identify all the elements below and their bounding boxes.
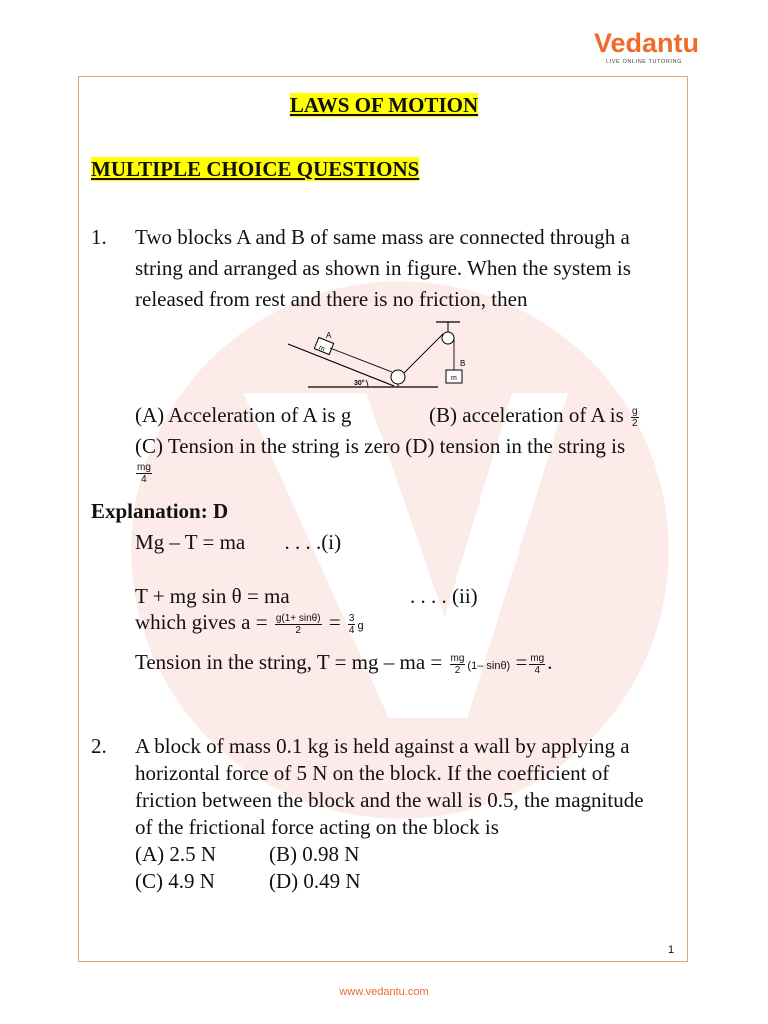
block-b-mass: m bbox=[451, 375, 457, 382]
question-line: released from rest and there is no friction, then bbox=[135, 287, 528, 311]
brand-name: Vedantu bbox=[594, 28, 700, 58]
explanation-heading: Explanation: D bbox=[91, 499, 229, 523]
equation-2: T + mg sin θ = ma bbox=[135, 584, 290, 608]
equation-1-tag: . . . .(i) bbox=[284, 530, 342, 554]
tension-line: Tension in the string, T = mg – ma = $\frac{mg}{2}$ (1– sinθ) = $\frac{mg}{4}$ . bbox=[135, 650, 553, 676]
equation-2-tag: . . . . (ii) bbox=[410, 584, 478, 608]
question-number: 1. bbox=[91, 225, 107, 249]
incline-pulley-figure bbox=[286, 316, 476, 392]
equation-1: Mg – T = ma bbox=[135, 530, 246, 554]
page-title: LAWS OF MOTION bbox=[289, 93, 479, 117]
question-line: friction between the block and the wall is 0.5, the magnitude bbox=[135, 788, 644, 812]
question-1 bbox=[91, 222, 681, 315]
result-line: which gives a = $\frac{g(1+ \sin\theta)}{2}$ = $\frac{3}{4}$ g bbox=[135, 610, 364, 636]
label-b: B bbox=[460, 359, 466, 368]
question-line: horizontal force of 5 N on the block. If the coefficient of bbox=[135, 761, 610, 785]
brand-tagline: LIVE ONLINE TUTORING bbox=[606, 59, 682, 65]
option-d-fraction: $\frac{mg}{4}$ bbox=[137, 462, 151, 485]
option-c: (C) Tension in the string is zero bbox=[135, 434, 401, 458]
question-line: A block of mass 0.1 kg is held against a wall by applying a bbox=[135, 734, 630, 758]
option-a: (A) 2.5 N bbox=[135, 842, 217, 866]
question-line: Two blocks A and B of same mass are connected through a bbox=[135, 225, 630, 249]
option-a: (A) Acceleration of A is g bbox=[135, 403, 352, 427]
vedantu-logo bbox=[594, 28, 700, 65]
page-number: 1 bbox=[668, 944, 675, 956]
block-a-mass: m bbox=[317, 344, 326, 354]
option-d: (D) tension in the string is bbox=[405, 434, 626, 458]
question-2 bbox=[91, 733, 686, 895]
footer-url[interactable]: www.vedantu.com bbox=[339, 986, 429, 998]
section-heading: MULTIPLE CHOICE QUESTIONS bbox=[91, 157, 420, 181]
option-d: (D) 0.49 N bbox=[269, 869, 361, 893]
label-a: A bbox=[326, 331, 332, 340]
question-line: string and arranged as shown in figure. When the system is bbox=[135, 256, 631, 280]
option-c: (C) 4.9 N bbox=[135, 869, 215, 893]
option-b: (B) 0.98 N bbox=[269, 842, 360, 866]
question-number: 2. bbox=[91, 734, 107, 758]
angle-label: 30° bbox=[354, 380, 365, 387]
question-line: of the frictional force acting on the block is bbox=[135, 815, 499, 839]
option-b: (B) acceleration of A is $\frac{g}{2}$ bbox=[429, 403, 638, 429]
